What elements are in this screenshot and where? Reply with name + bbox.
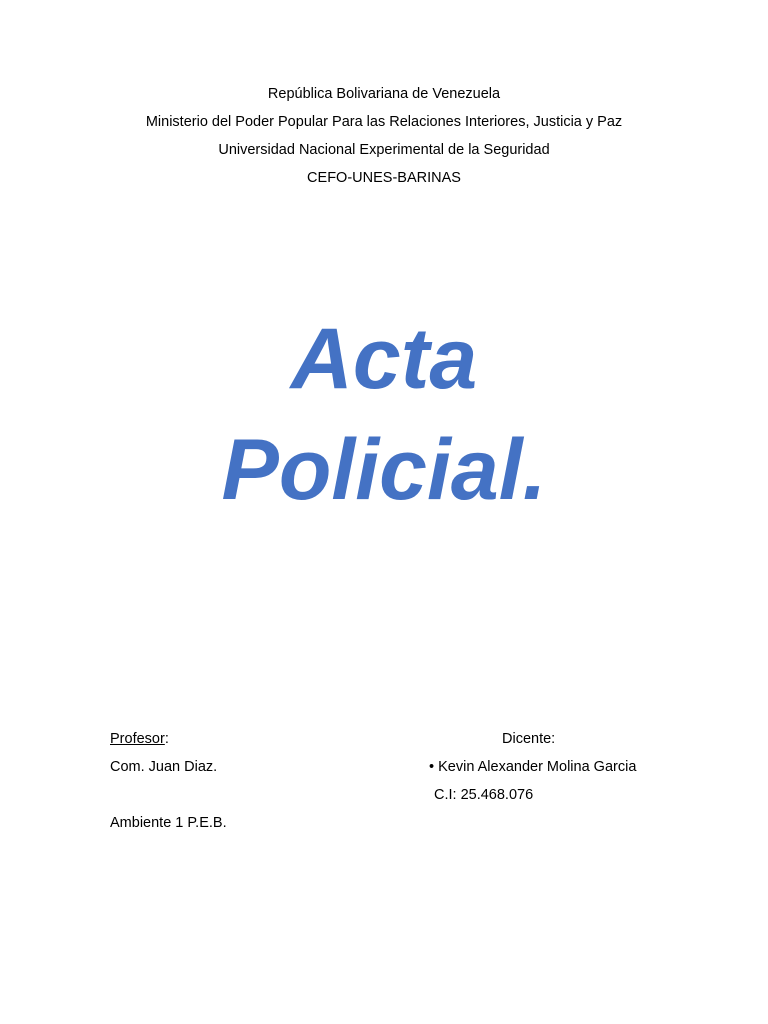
professor-label-text: Profesor	[110, 731, 165, 747]
student-ci: C.I: 25.468.076	[434, 787, 534, 803]
header-ministry: Ministerio del Poder Popular Para las Relaciones Interiores, Justicia y Paz	[145, 114, 623, 130]
ambiente-text: Ambiente 1 P.E.B.	[110, 815, 227, 831]
title-line-1: Acta	[290, 311, 478, 407]
professor-label	[110, 730, 169, 748]
header-university: Universidad Nacional Experimental de la Seguridad	[218, 142, 550, 158]
header-campus: CEFO-UNES-BARINAS	[307, 170, 461, 186]
student-label: Dicente:	[502, 731, 556, 747]
professor-label-colon: :	[164, 731, 169, 747]
bullet-icon: •	[429, 759, 435, 775]
student-name-row	[429, 758, 636, 776]
title-line-2: Policial.	[221, 422, 547, 518]
professor-name: Com. Juan Diaz.	[110, 759, 218, 775]
header-republic: República Bolivariana de Venezuela	[267, 86, 501, 102]
student-name: Kevin Alexander Molina Garcia	[438, 759, 637, 775]
